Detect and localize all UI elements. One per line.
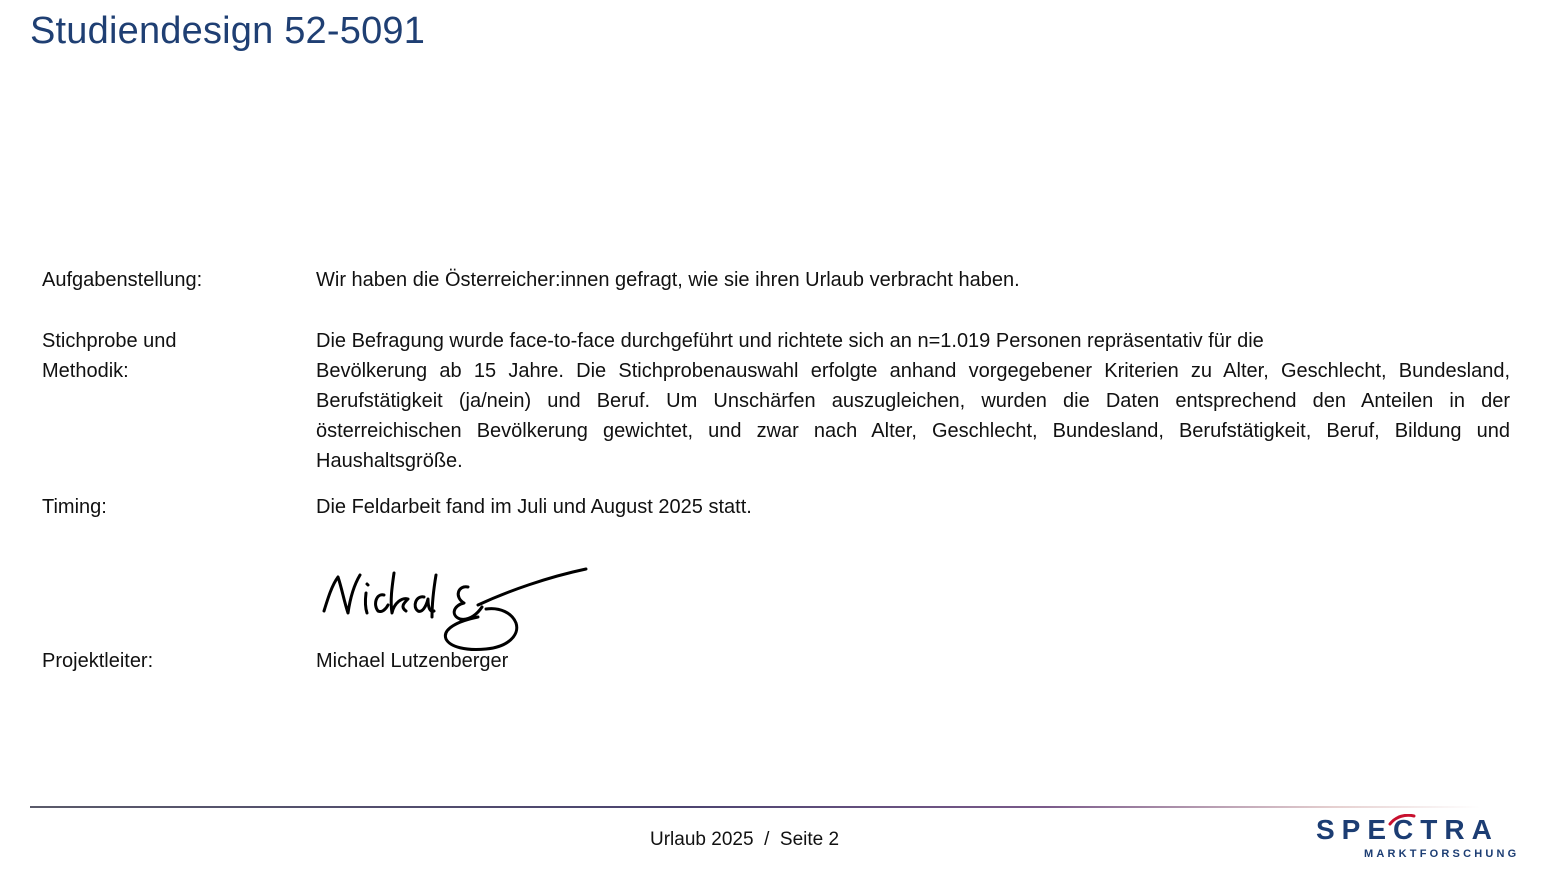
- method-line-3: Berufstätigkeit (ja/nein) und Beruf. Um Unschärfen auszugleichen, wurden die Daten entsprechend den Anteilen in der: [316, 390, 1510, 412]
- task-row: [42, 265, 1510, 295]
- footer-divider: [30, 806, 1480, 808]
- task-text: Wir haben die Österreicher:innen gefragt, wie sie ihren Urlaub verbracht haben.: [316, 269, 1020, 291]
- method-row: [42, 326, 1510, 478]
- timing-text: Die Feldarbeit fand im Juli und August 2025 statt.: [316, 496, 752, 518]
- logo-subtitle: MARKTFORSCHUNG: [1364, 848, 1520, 860]
- timing-row: [42, 492, 1510, 522]
- task-label: Aufgabenstellung:: [42, 269, 203, 291]
- method-label-line2: Methodik:: [42, 360, 129, 382]
- method-label-line1: Stichprobe und: [42, 330, 177, 352]
- method-text: [316, 326, 1510, 476]
- lead-row: [42, 646, 1510, 676]
- timing-label: Timing:: [42, 496, 107, 518]
- method-line-4: österreichischen Bevölkerung gewichtet, und zwar nach Alter, Geschlecht, Bundesland, Berufstätigkeit, Beruf, Bildung und: [316, 420, 1510, 442]
- method-line-5: Haushaltsgröße.: [316, 450, 463, 472]
- method-label: [42, 326, 302, 386]
- logo-swoosh-icon: [1388, 814, 1416, 826]
- lead-label: Projektleiter:: [42, 650, 154, 672]
- logo-wordmark: SPECTRA: [1316, 814, 1499, 845]
- lead-name: Michael Lutzenberger: [316, 650, 509, 672]
- page-title: Studiendesign 52-5091: [30, 10, 426, 52]
- method-line-2: Bevölkerung ab 15 Jahre. Die Stichprobenauswahl erfolgte anhand vorgegebener Kriterien zu Alter, Geschlecht, Bundesland,: [316, 360, 1510, 382]
- method-line-1: Die Befragung wurde face-to-face durchgeführt und richtete sich an n=1.019 Personen repräsentativ für die: [316, 330, 1264, 352]
- footer-page-info: Urlaub 2025 / Seite 2: [650, 829, 840, 850]
- spectra-logo: [1316, 814, 1521, 864]
- signature-image: [318, 563, 593, 653]
